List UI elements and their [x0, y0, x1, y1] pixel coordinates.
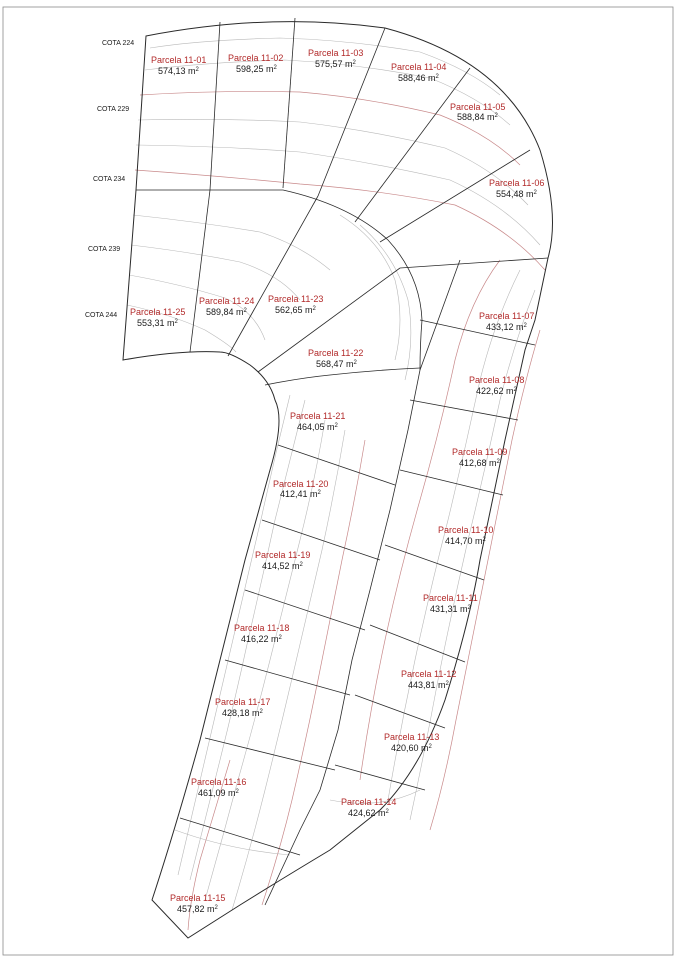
- parcel-name: Parcela 11-06: [489, 178, 545, 188]
- parcel-name: Parcela 11-07: [479, 311, 535, 321]
- parcel-11-06: [489, 178, 544, 199]
- parcel-area: 412,41 $m^2$: [280, 489, 321, 499]
- parcel-name: Parcela 11-01: [151, 55, 207, 65]
- parcel-name: Parcela 11-11: [423, 593, 478, 603]
- parcel-11-12: [401, 669, 456, 690]
- parcel-11-04: [391, 62, 446, 83]
- parcel-area: 574,13 $m^2$: [158, 66, 199, 76]
- contour-lines: [127, 38, 545, 930]
- parcel-11-03: [308, 48, 363, 69]
- parcel-name: Parcela 11-10: [438, 525, 494, 535]
- parcel-area: 553,31 $m^2$: [137, 318, 178, 328]
- parcel-area: 431,31 $m^2$: [430, 604, 471, 614]
- cota-229-label: COTA 229: [97, 106, 130, 113]
- parcel-area: 575,57 $m^2$: [315, 59, 356, 69]
- parcel-area: 414,70 $m^2$: [445, 536, 486, 546]
- parcel-area: 416,22 $m^2$: [241, 634, 282, 644]
- parcel-11-02: [228, 53, 283, 74]
- parcel-11-17: [215, 697, 270, 718]
- parcel-area: 589,84 $m^2$: [206, 307, 247, 317]
- parcel-area: 588,84 $m^2$: [457, 112, 498, 122]
- parcel-area: 457,82 $m^2$: [177, 904, 218, 914]
- parcel-11-07: [479, 311, 534, 332]
- parcel-name: Parcela 11-23: [268, 294, 324, 304]
- parcel-11-18: [234, 623, 289, 644]
- development-boundary: [123, 22, 553, 938]
- parcel-name: Parcela 11-14: [341, 797, 397, 807]
- parcel-name: Parcela 11-04: [391, 62, 447, 72]
- parcel-11-15: [170, 893, 225, 914]
- parcel-area: 554,48 $m^2$: [496, 189, 537, 199]
- parcel-name: Parcela 11-05: [450, 102, 506, 112]
- parcel-name: Parcela 11-15: [170, 893, 226, 903]
- parcel-area: 433,12 $m^2$: [486, 322, 527, 332]
- parcel-11-19: [255, 550, 310, 571]
- parcel-11-23: [268, 294, 323, 315]
- parcel-name: Parcela 11-16: [191, 777, 247, 787]
- parcel-area: 588,46 $m^2$: [398, 73, 439, 83]
- parcel-11-09: [452, 447, 507, 468]
- parcel-area: 422,62 $m^2$: [476, 386, 517, 396]
- parcel-11-22: [308, 348, 363, 369]
- parcel-11-11: [423, 593, 478, 614]
- parcel-name: Parcela 11-09: [452, 447, 508, 457]
- parcel-name: Parcela 11-24: [199, 296, 255, 306]
- parcel-name: Parcela 11-03: [308, 48, 364, 58]
- map-frame: [3, 7, 673, 955]
- parcel-11-08: [469, 375, 524, 396]
- parcel-11-16: [191, 777, 246, 798]
- parcel-11-24: [199, 296, 254, 317]
- parcel-area: 464,05 $m^2$: [297, 422, 338, 432]
- parcel-area: 428,18 $m^2$: [222, 708, 263, 718]
- parcel-name: Parcela 11-17: [215, 697, 271, 707]
- parcel-name: Parcela 11-12: [401, 669, 457, 679]
- parcel-name: Parcela 11-19: [255, 550, 311, 560]
- parcel-name: Parcela 11-21: [290, 411, 346, 421]
- parcel-area: 598,25 $m^2$: [236, 64, 277, 74]
- parcel-area: 562,65 $m^2$: [275, 305, 316, 315]
- parcel-name: Parcela 11-18: [234, 623, 290, 633]
- cota-244-label: COTA 244: [85, 312, 118, 319]
- parcel-11-14: [341, 797, 396, 818]
- parcel-area: 461,09 $m^2$: [198, 788, 239, 798]
- parcel-11-20: [273, 479, 328, 499]
- cota-239-label: COTA 239: [88, 246, 121, 253]
- parcel-area: 443,81 $m^2$: [408, 680, 449, 690]
- parcel-area: 420,60 $m^2$: [391, 743, 432, 753]
- parcel-name: Parcela 11-02: [228, 53, 284, 63]
- parcel-11-21: [290, 411, 345, 432]
- parcel-11-01: [151, 55, 206, 76]
- parcel-area: 412,68 $m^2$: [459, 458, 500, 468]
- parcel-area: 424,62 $m^2$: [348, 808, 389, 818]
- parcel-name: Parcela 11-20: [273, 479, 329, 489]
- parcel-name: Parcela 11-08: [469, 375, 525, 385]
- parcel-11-13: [384, 732, 439, 753]
- parcel-11-05: [450, 102, 505, 122]
- cota-224-label: COTA 224: [102, 40, 135, 47]
- parcel-area: 568,47 $m^2$: [316, 359, 357, 369]
- parcel-name: Parcela 11-25: [130, 307, 186, 317]
- parcel-name: Parcela 11-13: [384, 732, 440, 742]
- parcel-area: 414,52 $m^2$: [262, 561, 303, 571]
- parcel-11-25: [130, 307, 185, 328]
- cota-234-label: COTA 234: [93, 176, 126, 183]
- parcel-name: Parcela 11-22: [308, 348, 364, 358]
